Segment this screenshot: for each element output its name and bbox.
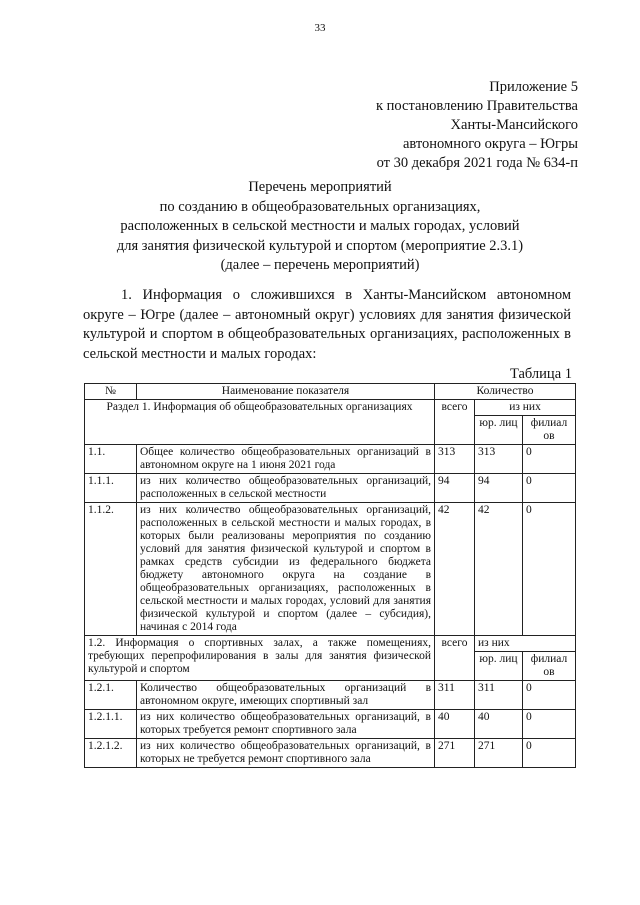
title-line: Перечень мероприятий bbox=[248, 179, 392, 195]
section1-header-row bbox=[85, 400, 576, 416]
row-total: 42 bbox=[435, 503, 475, 636]
section1-title: Раздел 1. Информация об общеобразовательных организациях bbox=[85, 400, 435, 445]
row-name: из них количество общеобразовательных организаций, в которых не требуется ремонт спортивного зала bbox=[137, 739, 435, 768]
appendix-line: Ханты-Мансийского bbox=[450, 117, 578, 133]
row-num: 1.1.1. bbox=[85, 474, 137, 503]
table-row bbox=[85, 445, 576, 474]
section2-title: 1.2. Информация о спортивных залах, а также помещениях, требующих перепрофилирования в залы для занятия физической культурой и спортом bbox=[85, 636, 435, 681]
row-num: 1.2.1. bbox=[85, 681, 137, 710]
section2-legal: юр. лиц bbox=[475, 652, 523, 681]
row-legal: 94 bbox=[475, 474, 523, 503]
row-num: 1.1. bbox=[85, 445, 137, 474]
row-branches: 0 bbox=[523, 445, 576, 474]
header-total: всего bbox=[435, 400, 475, 445]
row-branches: 0 bbox=[523, 681, 576, 710]
row-legal: 42 bbox=[475, 503, 523, 636]
row-total: 94 bbox=[435, 474, 475, 503]
row-total: 40 bbox=[435, 710, 475, 739]
table-row bbox=[85, 503, 576, 636]
section2-of-them: из них bbox=[475, 636, 576, 652]
appendix-line: автономного округа – Югры bbox=[402, 136, 578, 152]
row-legal: 313 bbox=[475, 445, 523, 474]
header-legal: юр. лиц bbox=[475, 416, 523, 445]
row-name: из них количество общеобразовательных организаций, в которых требуется ремонт спортивного зала bbox=[137, 710, 435, 739]
table-row bbox=[85, 681, 576, 710]
row-name: Количество общеобразовательных организаций в автономном округе, имеющих спортивный зал bbox=[137, 681, 435, 710]
title-line: для занятия физической культурой и спортом (мероприятие 2.3.1) bbox=[116, 237, 524, 254]
header-num: № bbox=[85, 384, 137, 400]
row-name: из них количество общеобразовательных организаций, расположенных в сельской местности и малых городах, в которых были реализованы мероприятия по созданию условий для занятия физической культурой и спортом в рамках средств субсидии из федерального бюджета бюджету автономного округа на создание в общеобразовательных организациях, расположенных в сельской местности и малых городах, условий для занятия физической культурой и спортом (далее – субсидия), начиная с 2014 года bbox=[137, 503, 435, 636]
row-total: 311 bbox=[435, 681, 475, 710]
appendix-block bbox=[376, 78, 578, 173]
row-name: из них количество общеобразовательных организаций, расположенных в сельской местности bbox=[137, 474, 435, 503]
row-legal: 271 bbox=[475, 739, 523, 768]
intro-paragraph: 1. Информация о сложившихся в Ханты-Мансийском автономном округе – Югре (далее – автономный округ) условиях для занятия физической культурой и спортом в общеобразовательных организациях, расположенных в сельской местности и малых городах: bbox=[83, 287, 571, 362]
appendix-line: к постановлению Правительства bbox=[376, 98, 578, 114]
title-line: расположенных в сельской местности и малых городах, условий bbox=[120, 218, 520, 234]
title-line: по созданию в общеобразовательных организациях, bbox=[159, 198, 481, 215]
row-name: Общее количество общеобразовательных организаций в автономном округе на 1 июня 2021 года bbox=[137, 445, 435, 474]
section2-total: всего bbox=[435, 636, 475, 681]
row-branches: 0 bbox=[523, 474, 576, 503]
header-name: Наименование показателя bbox=[137, 384, 435, 400]
section2-header-row bbox=[85, 636, 576, 652]
page-number: 33 bbox=[314, 22, 326, 34]
document-title bbox=[92, 178, 548, 276]
table-row bbox=[85, 710, 576, 739]
table-header-row bbox=[85, 384, 576, 400]
appendix-line: от 30 декабря 2021 года № 634-п bbox=[376, 155, 578, 171]
row-num: 1.1.2. bbox=[85, 503, 137, 636]
row-branches: 0 bbox=[523, 710, 576, 739]
row-num: 1.2.1.2. bbox=[85, 739, 137, 768]
table-row bbox=[85, 474, 576, 503]
row-total: 271 bbox=[435, 739, 475, 768]
indicators-table bbox=[84, 383, 576, 768]
table-row bbox=[85, 739, 576, 768]
appendix-line: Приложение 5 bbox=[489, 79, 578, 95]
title-line: (далее – перечень мероприятий) bbox=[220, 257, 420, 273]
row-num: 1.2.1.1. bbox=[85, 710, 137, 739]
header-branches: филиал ов bbox=[523, 416, 576, 445]
section2-branches: филиал ов bbox=[523, 652, 576, 681]
row-legal: 40 bbox=[475, 710, 523, 739]
table-caption: Таблица 1 bbox=[509, 366, 572, 382]
row-branches: 0 bbox=[523, 503, 576, 636]
row-legal: 311 bbox=[475, 681, 523, 710]
header-of-them: из них bbox=[475, 400, 576, 416]
header-quantity: Количество bbox=[435, 384, 576, 400]
row-branches: 0 bbox=[523, 739, 576, 768]
row-total: 313 bbox=[435, 445, 475, 474]
